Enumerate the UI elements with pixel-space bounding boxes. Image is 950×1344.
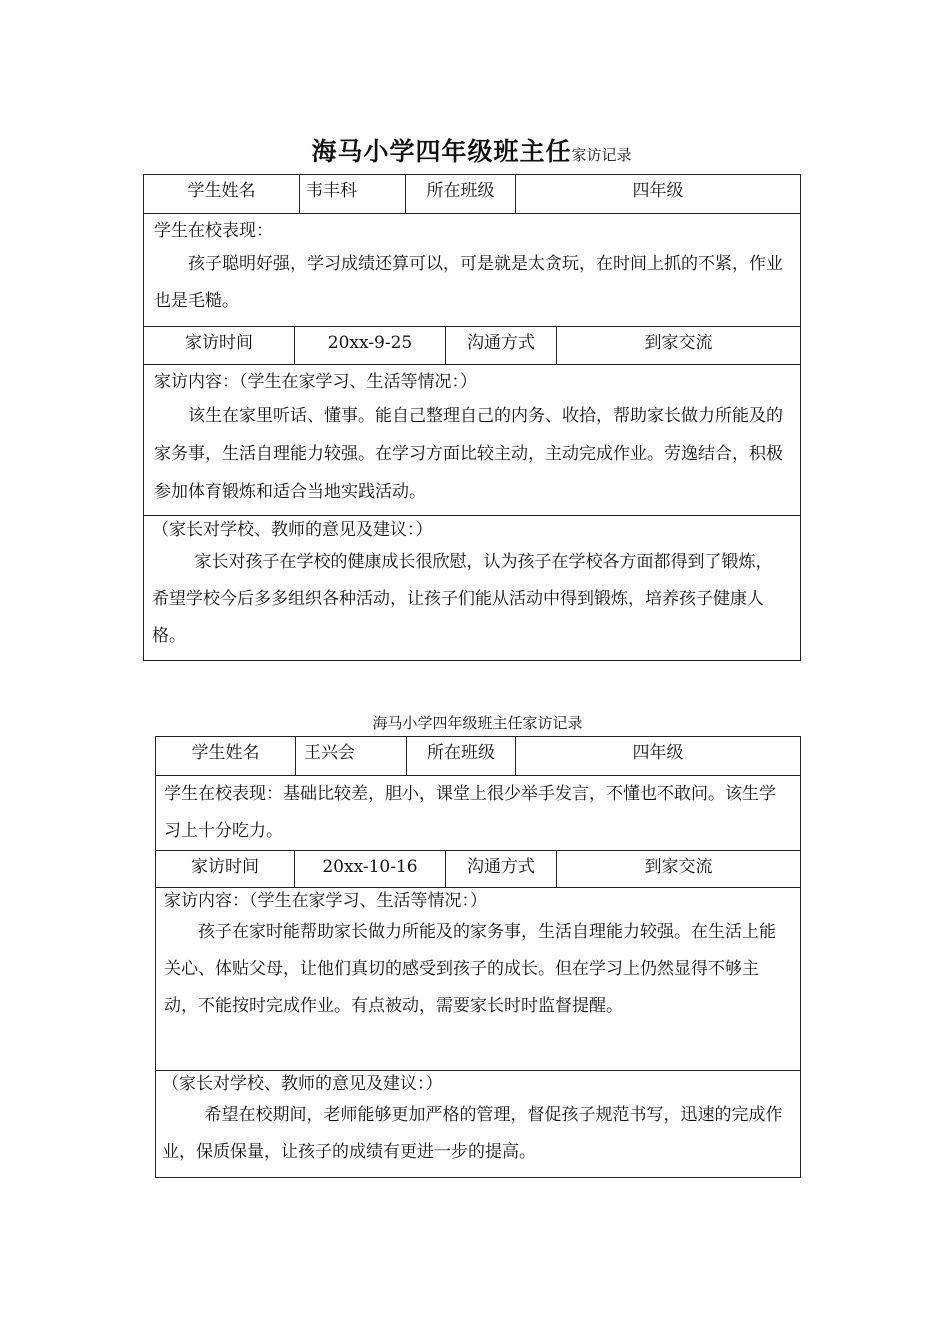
record-title-2: 海马小学四年级班主任家访记录 <box>372 714 583 732</box>
school-performance-label: 学生在校表现： <box>154 221 273 241</box>
class-value: 四年级 <box>515 736 801 776</box>
visit-content-section <box>143 364 801 516</box>
visit-time-label: 家访时间 <box>155 850 295 888</box>
visit-content-label: 家访内容：（学生在家学习、生活等情况：） <box>164 891 487 911</box>
class-label: 所在班级 <box>405 174 516 214</box>
title-main: 海马小学四年级班主任 <box>311 137 572 166</box>
contact-method-label: 沟通方式 <box>445 850 557 888</box>
parent-opinion-section <box>155 1070 801 1178</box>
visit-content-text: 该生在家里听话、懂事。能自己整理自己的内务、收拾，帮助家长做力所能及的家务事，生活自理能力较强。在学习方面比较主动，主动完成作业。劳逸结合，积极参加体育锻炼和适合当地实践活动。 <box>154 406 783 502</box>
student-name-value: 韦丰科 <box>299 174 406 214</box>
document-title <box>143 132 800 168</box>
visit-content-section <box>155 887 801 1071</box>
school-performance-text: 基础比较差，胆小，课堂上很少举手发言，不懂也不敢问。该生学习上十分吃力。 <box>164 784 776 841</box>
parent-opinion-text: 希望在校期间，老师能够更加严格的管理，督促孩子规范书写，迅速的完成作业，保质保量，让孩子的成绩有更进一步的提高。 <box>162 1105 783 1162</box>
school-performance-label: 学生在校表现： <box>164 784 283 804</box>
student-name-value: 王兴会 <box>295 736 407 776</box>
visit-content-text: 孩子在家时能帮助家长做力所能及的家务事，生活自理能力较强。在生活上能关心、体贴父母，让他们真切的感受到孩子的成长。但在学习上仍然显得不够主动，不能按时完成作业。有点被动，需要家长时时监督提醒。 <box>164 922 776 1016</box>
visit-content-label: 家访内容：（学生在家学习、生活等情况：） <box>154 372 477 392</box>
student-name-label: 学生姓名 <box>155 736 296 776</box>
contact-method-value: 到家交流 <box>556 850 801 888</box>
contact-method-value: 到家交流 <box>556 326 801 365</box>
contact-method-label: 沟通方式 <box>445 326 557 365</box>
title-suffix: 家访记录 <box>571 146 632 164</box>
school-performance-section <box>143 213 801 327</box>
parent-opinion-label: （家长对学校、教师的意见及建议：） <box>152 520 433 540</box>
parent-opinion-section <box>143 515 801 661</box>
parent-opinion-text: 家长对孩子在学校的健康成长很欣慰，认为孩子在学校各方面都得到了锻炼，希望学校今后多多组织各种活动，让孩子们能从活动中得到锻炼，培养孩子健康人格。 <box>152 552 773 646</box>
parent-opinion-label: （家长对学校、教师的意见及建议：） <box>162 1074 443 1094</box>
class-value: 四年级 <box>515 174 801 214</box>
visit-time-value: 20xx-9-25 <box>294 326 446 365</box>
class-label: 所在班级 <box>406 736 516 776</box>
school-performance-text: 孩子聪明好强，学习成绩还算可以，可是就是太贪玩，在时间上抓的不紧，作业也是毛糙。 <box>154 254 783 311</box>
student-name-label: 学生姓名 <box>143 174 300 214</box>
school-performance-section <box>155 775 801 851</box>
visit-time-value: 20xx-10-16 <box>294 850 446 888</box>
visit-time-label: 家访时间 <box>143 326 295 365</box>
